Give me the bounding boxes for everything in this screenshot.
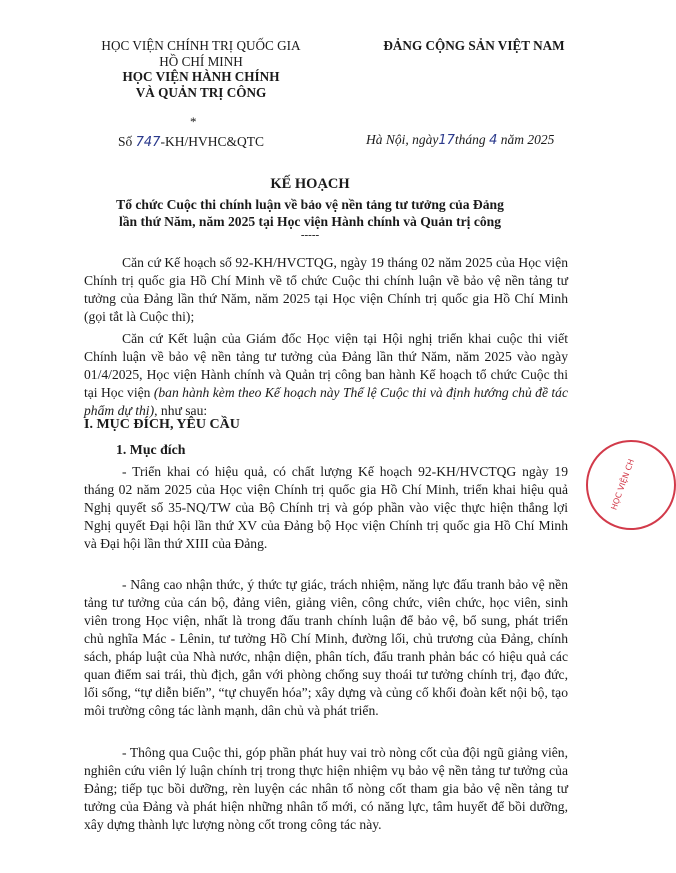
purpose-item-3: - Thông qua Cuộc thi, góp phần phát huy vai trò nòng cốt của đội ngũ giảng viên, nghiên cứu viên lý luận chính trị trong thực hiện nhiệm vụ bảo vệ nền tảng tư tưởng của Đảng; tiếp tục bồi dưỡng, rèn luyện các nhân tố nòng cốt tham gia bảo vệ nền tảng tư tưởng của Đảng và phát hiện những nhân tố mới, có năng lực, tâm huyết để bồi dưỡng, xây dựng thành lực lượng nòng cốt trong công tác này. — [84, 745, 568, 832]
title-divider: ----- — [300, 229, 320, 241]
stamp-text: HỌC VIỆN CH — [609, 457, 637, 512]
issuing-agency — [76, 38, 326, 100]
subtitle-line-2: lần thứ Năm, năm 2025 tại Học viện Hành chính và Quản trị công — [118, 214, 502, 229]
date-month-label: tháng — [454, 132, 486, 147]
agency-line-4: VÀ QUẢN TRỊ CÔNG — [135, 84, 267, 100]
purpose-item-1: - Triển khai có hiệu quả, có chất lượng Kế hoạch 92-KH/HVCTQG ngày 19 tháng 02 năm 2025 của Học viện Chính trị quốc gia Hồ Chí Minh, triển khai hiệu quả Nghị quyết số 35-NQ/TW của Bộ Chính trị và góp phần vào việc thực hiện thắng lợi Nghị quyết Đại hội lần thứ XV của Đảng bộ Học viện Chính trị quốc gia Hồ Chí Minh và Đại hội lần thứ XIII của Đảng. — [84, 464, 568, 551]
date-day: 17 — [438, 133, 455, 148]
header-star: * — [190, 114, 197, 129]
document-subtitle — [70, 196, 550, 230]
red-seal-stamp — [586, 440, 676, 530]
agency-line-3: HỌC VIỆN HÀNH CHÍNH — [122, 69, 280, 84]
date-line — [366, 132, 554, 148]
date-year: năm 2025 — [500, 132, 555, 147]
document-title: KẾ HOẠCH — [270, 176, 350, 192]
paragraph-basis-2-end: , như sau: — [154, 403, 208, 418]
document-number — [118, 134, 264, 150]
paragraph-basis-2-text: Căn cứ Kết luận của Giám đốc Học viện tại Hội nghị triển khai cuộc thi viết Chính luận về bảo vệ nền tảng tư tưởng của Đảng lần thứ Năm, năm 2025 vào ngày 01/4/2025, Học viện Hành chính và Quản trị công ban hành Kế hoạch tổ chức Cuộc thi tại Học viện — [84, 331, 568, 400]
purpose-item-2: - Nâng cao nhận thức, ý thức tự giác, trách nhiệm, năng lực đấu tranh bảo vệ nền tảng tư tưởng của cán bộ, đảng viên, giảng viên, công chức, viên chức, học viên, sinh viên trong Học viện, nhất là trong đấu tranh chính luận để bảo vệ, bổ sung, phát triển chủ nghĩa Mác - Lênin, tư tưởng Hồ Chí Minh, đường lối, chủ trương của Đảng, chính sách, pháp luật của Nhà nước, nhận diện, phân tích, đấu tranh phản bác có hiệu quả các quan điểm sai trái, thù địch, gắn với phòng chống suy thoái tư tưởng chính trị, đạo đức, lối sống, “tự diễn biến”, “tự chuyển hóa”; xây dựng và củng cố khối đoàn kết nội bộ, tạo môi trường công tác lành mạnh, dân chủ và phát triển. — [84, 577, 568, 718]
doc-number-handwritten: 747 — [135, 135, 161, 150]
paragraph-basis-2 — [84, 330, 568, 420]
subtitle-line-1: Tổ chức Cuộc thi chính luận về bảo vệ nền tảng tư tưởng của Đảng — [116, 197, 504, 212]
date-month: 4 — [489, 133, 498, 148]
paragraph-basis-2-italic: (ban hành kèm theo Kế hoạch này Thể lệ Cuộc thi và định hướng chủ đề tác phẩm dự thi) — [84, 385, 568, 418]
doc-number-suffix: -KH/HVHC&QTC — [160, 134, 264, 149]
doc-number-prefix: Số — [118, 134, 133, 149]
paragraph-basis-1: Căn cứ Kế hoạch số 92-KH/HVCTQG, ngày 19 tháng 02 năm 2025 của Học viện Chính trị quốc gia Hồ Chí Minh về tổ chức Cuộc thi chính luận về bảo vệ nền tảng tư tưởng của Đảng lần thứ Năm, năm 2025 tại Học viện Chính trị quốc gia Hồ Chí Minh (gọi tắt là Cuộc thi); — [84, 255, 568, 324]
agency-line-2: HỒ CHÍ MINH — [159, 53, 243, 69]
date-prefix: Hà Nội, ngày — [366, 132, 439, 147]
agency-line-1: HỌC VIỆN CHÍNH TRỊ QUỐC GIA — [101, 38, 301, 53]
section-heading-1: I. MỤC ĐÍCH, YÊU CẦU — [84, 417, 240, 432]
subsection-heading-1: 1. Mục đích — [116, 442, 186, 457]
party-header: ĐẢNG CỘNG SẢN VIỆT NAM — [383, 38, 565, 53]
